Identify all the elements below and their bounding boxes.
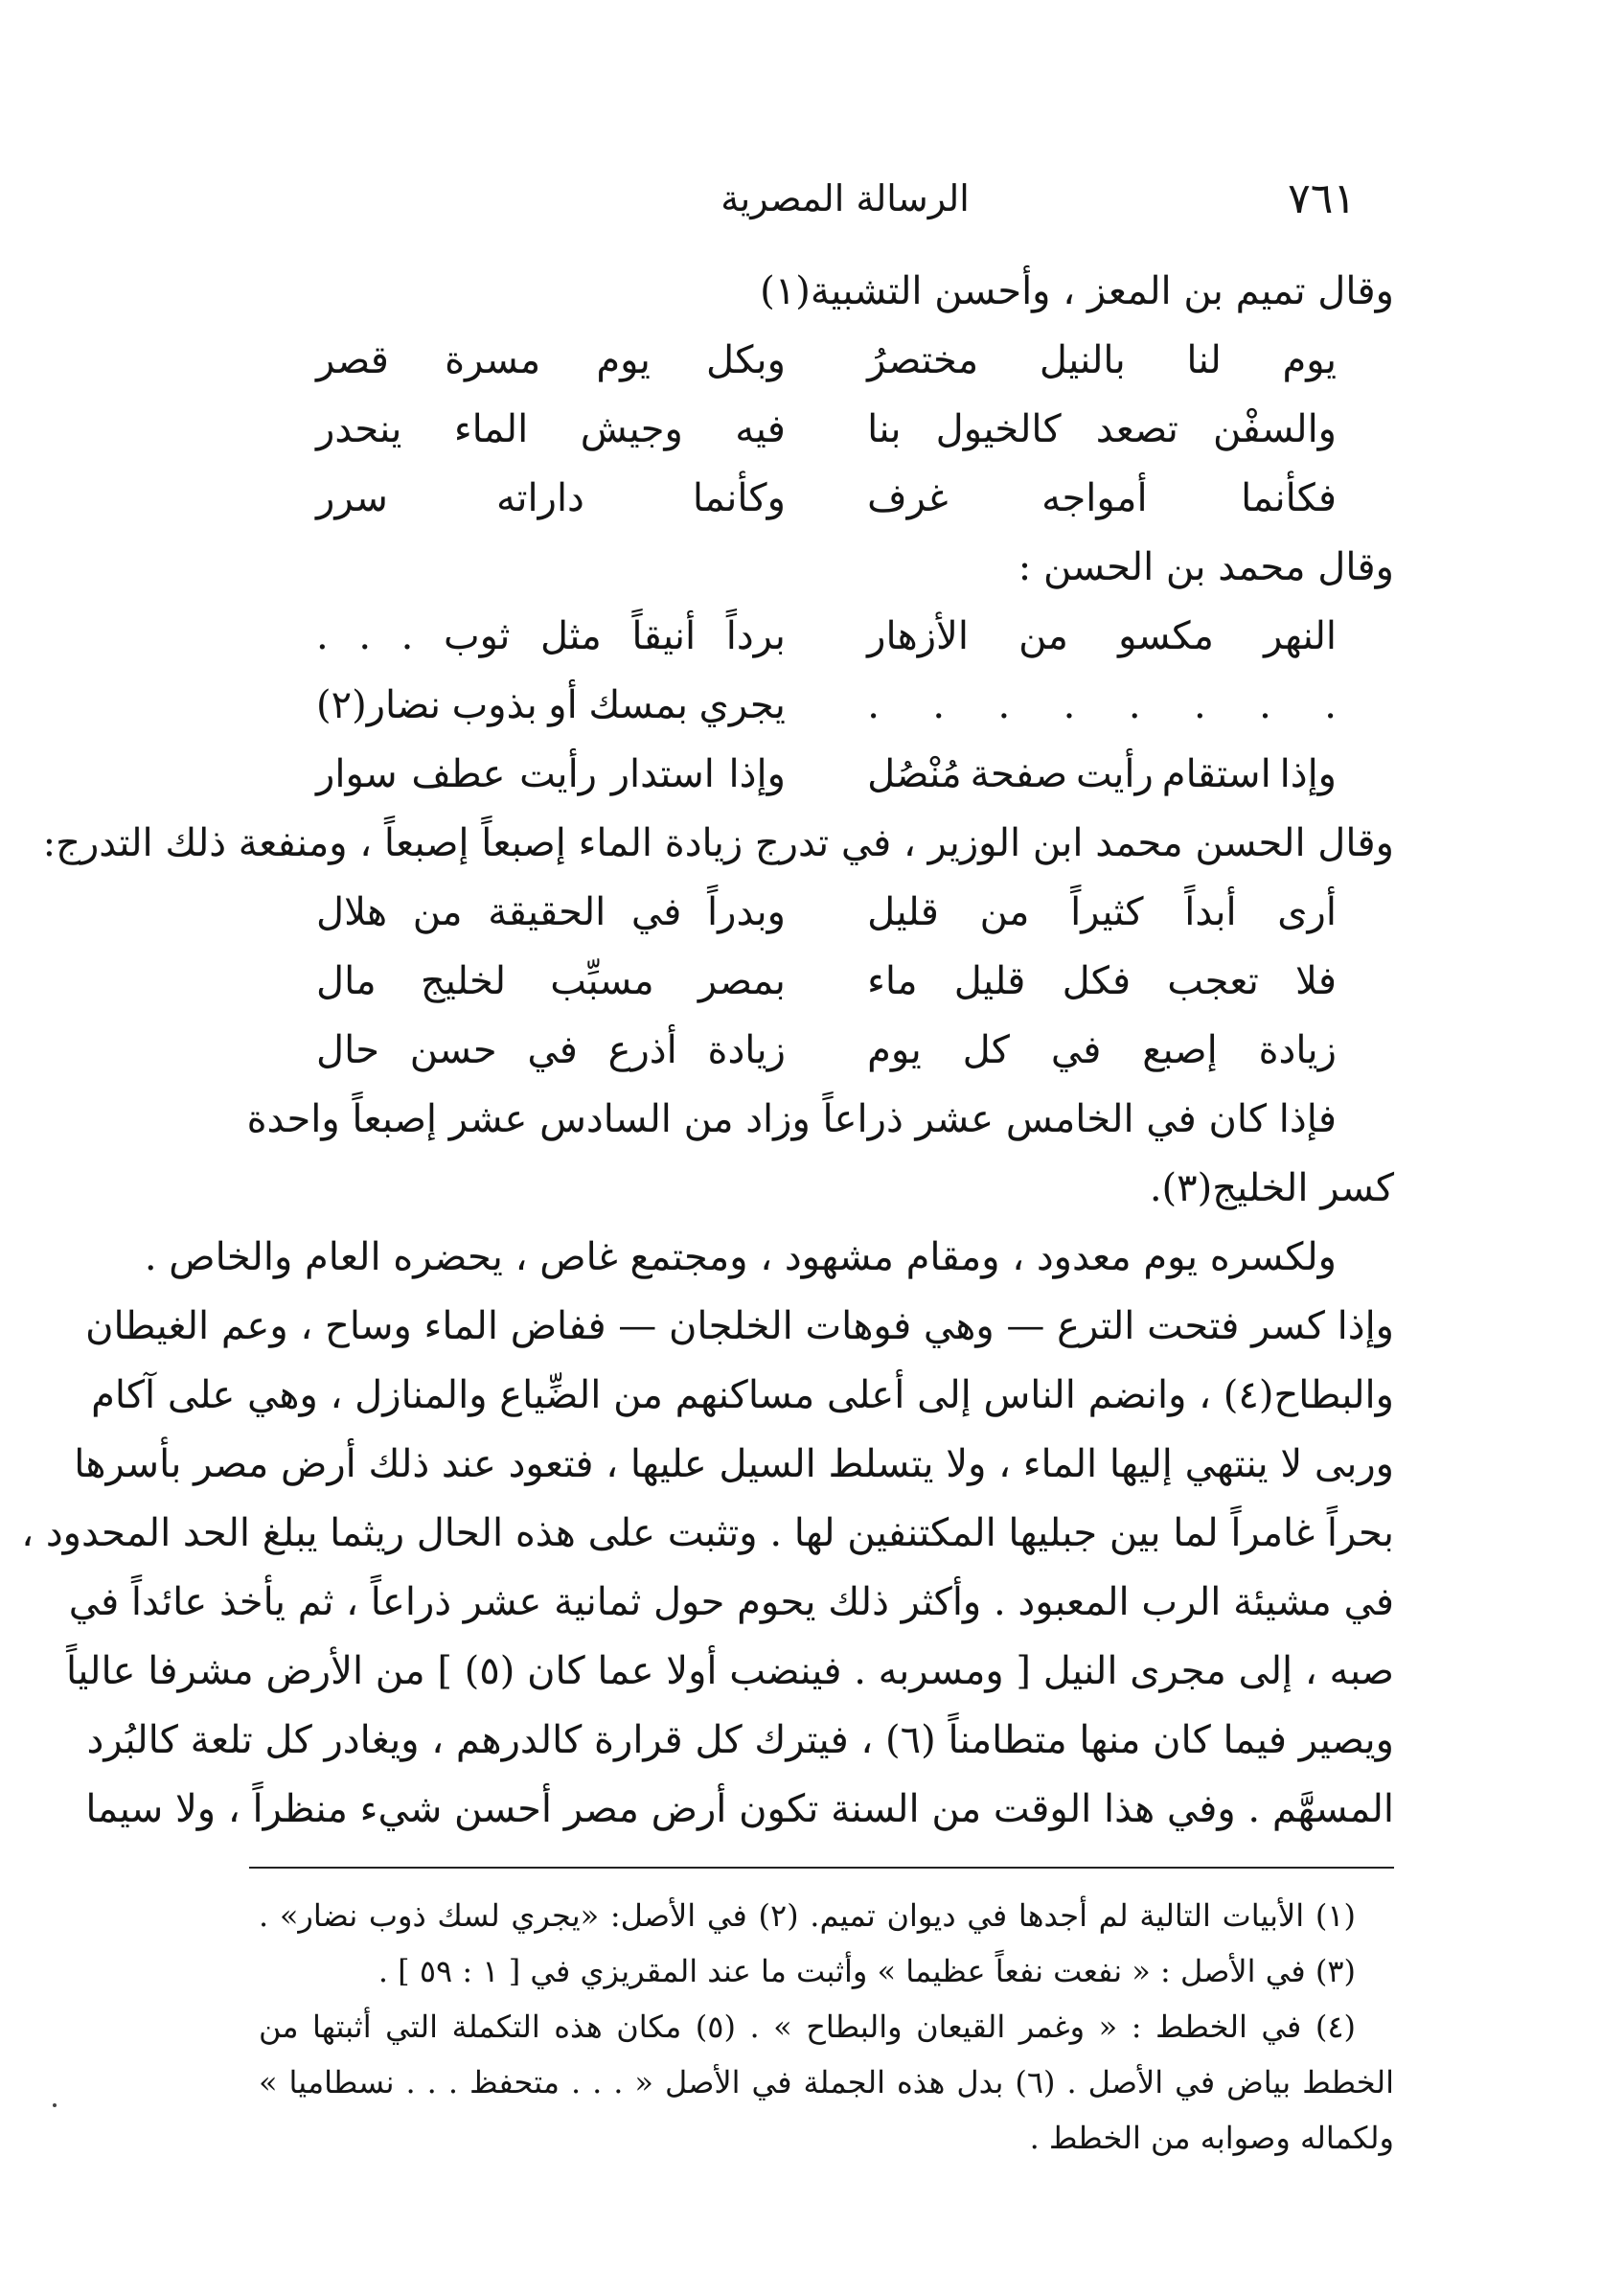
paragraph-line: صبه ، إلى مجرى النيل [ ومسربه . فينضب أولا عما كان (٥) ] من الأرض مشرفا عالياً (66, 1649, 1394, 1693)
verse-word: في (630, 890, 682, 934)
verse-word: أنيقاً (631, 614, 697, 658)
verse-word: تعجب (1167, 959, 1259, 1003)
verse-word: بالنيل (1039, 338, 1126, 382)
verse-word: استقام (1161, 752, 1271, 796)
verse-word: فلا (1295, 959, 1337, 1003)
verse-word: من (1018, 614, 1068, 658)
verse-word: . (358, 614, 372, 658)
verse-word: يوم (596, 338, 651, 382)
verse-word: رأيت (519, 752, 597, 796)
verse-word: بذوب (451, 683, 538, 727)
verse-word: . (997, 683, 1011, 727)
paragraph-line: كسر الخليج(٣). (1149, 1166, 1394, 1210)
verse-word: ماء (867, 959, 918, 1003)
verse-word: . (1063, 683, 1076, 727)
verse-word: داراته (495, 476, 584, 520)
verse-line (259, 740, 1394, 809)
verse-line (259, 1016, 1394, 1085)
verse-first-hemistich (867, 326, 1337, 395)
verse-first-hemistich (867, 464, 1337, 533)
verse-line (259, 947, 1394, 1016)
verse-word: . (932, 683, 946, 727)
verse-second-hemistich (316, 464, 786, 533)
verse-word: مُنْصُل (867, 752, 962, 796)
verse-word: . (1128, 683, 1141, 727)
verse-second-hemistich (316, 395, 786, 464)
verse-word: سرر (316, 476, 388, 520)
verse-word: مال (316, 959, 377, 1003)
verse-word: كل (962, 1028, 1010, 1072)
verse-word: وكأنما (692, 476, 786, 520)
footnote-line: (٤) في الخطط : « وغمر القيعان والبطاح » . (٥) مكان هذه التكملة التي أثبتها من (259, 2008, 1357, 2045)
verse-word: فكأنما (1241, 476, 1337, 520)
verse-word: قليل (867, 890, 939, 934)
footnote-line: الخطط بياض في الأصل . (٦) بدل هذه الجملة في الأصل « . . . متحفظ . . . نسطاميا » (259, 2064, 1395, 2100)
verse-second-hemistich (316, 602, 786, 671)
verse-word: استدار (610, 752, 715, 796)
footnote-line: ولكماله وصوابه من الخطط . (1029, 2120, 1394, 2156)
verse-line (259, 326, 1394, 395)
intro-line: وقال محمد بن الحسن : (1018, 545, 1394, 589)
verse-word: والسفْن (1213, 407, 1337, 451)
verse-word: وبدراً (707, 890, 786, 934)
verse-word: أرى (1277, 890, 1337, 934)
verse-word: مكسو (1118, 614, 1214, 658)
verse-word: الحقيقة (488, 890, 606, 934)
intro-line: وقال تميم بن المعز ، وأحسن التشبية(١) (760, 269, 1394, 313)
paragraph-line: فإذا كان في الخامس عشر ذراعاً وزاد من السادس عشر إصبعاً واحدة (246, 1097, 1337, 1141)
footnote-divider (249, 1867, 1394, 1869)
verse-word: مختصرُ (867, 338, 979, 382)
page-number: ٧٦١ (1288, 173, 1356, 223)
verse-word: صفحة (970, 752, 1068, 796)
verse-word: مثل (540, 614, 602, 658)
verse-word: قليل (953, 959, 1026, 1003)
verse-word: حال (316, 1028, 379, 1072)
verse-word: زيادة (1258, 1028, 1337, 1072)
verse-word: فكل (1062, 959, 1132, 1003)
verse-line (259, 602, 1394, 671)
verse-word: نضار(٢) (316, 683, 442, 727)
verse-word: مسرة (445, 338, 541, 382)
footnotes (259, 1888, 1394, 2166)
verse-word: النهر (1264, 614, 1337, 658)
verse-word: عطف (411, 752, 506, 796)
verse-word: تصعد (1095, 407, 1178, 451)
verse-word: يجري (698, 683, 786, 727)
verse-second-hemistich (316, 671, 786, 740)
verse-word: وإذا (1279, 752, 1337, 796)
paragraph-line: ويصير فيما كان منها متطامناً (٦) ، فيترك كل قرارة كالدرهم ، ويغادر كل تلعة كالبُرد (86, 1718, 1394, 1762)
verse-word: . (400, 614, 414, 658)
verse-word: وجيش (580, 407, 683, 451)
page-header (287, 165, 1356, 232)
verse-word: فيه (735, 407, 786, 451)
verse-word: يوم (867, 1028, 922, 1072)
verse-word: غرف (867, 476, 949, 520)
verse-word: حسن (409, 1028, 497, 1072)
verse-word: ينحدر (316, 407, 402, 451)
verse-word: الماء (453, 407, 529, 451)
verse-word: إصبع (1142, 1028, 1218, 1072)
verse-word: كالخيول (935, 407, 1062, 451)
verse-word: برداً (725, 614, 786, 658)
verse-second-hemistich (316, 1016, 786, 1085)
paragraph-line: المسهَّم . وفي هذا الوقت من السنة تكون أرض مصر أحسن شيء منظراً ، ولا سيما (85, 1787, 1394, 1831)
verse-word: الأزهار (867, 614, 969, 658)
verse-first-hemistich (867, 671, 1337, 740)
verse-word: من (979, 890, 1030, 934)
verse-word: في (1050, 1028, 1102, 1072)
verse-second-hemistich (316, 326, 786, 395)
verse-first-hemistich (867, 1016, 1337, 1085)
verse-word: . (1324, 683, 1337, 727)
footnote-line: (١) الأبيات التالية لم أجدها في ديوان تميم. (٢) في الأصل: «يجري لسك ذوب نضار» . (259, 1897, 1357, 1934)
verse-word: بنا (867, 407, 902, 451)
verse-second-hemistich (316, 947, 786, 1016)
verse-line (259, 878, 1394, 947)
verse-second-hemistich (316, 878, 786, 947)
verse-line (259, 671, 1394, 740)
verse-word: كثيراً (1070, 890, 1144, 934)
paragraph-line: وإذا كسر فتحت الترع — وهي فوهات الخلجان — ففاض الماء وساح ، وعم الغيطان (85, 1304, 1394, 1348)
verse-word: وإذا (728, 752, 786, 796)
verse-word: وبكل (706, 338, 786, 382)
verse-word: في (527, 1028, 578, 1072)
verse-first-hemistich (867, 602, 1337, 671)
paragraph-line: في مشيئة الرب المعبود . وأكثر ذلك يحوم حول ثمانية عشر ذراعاً ، ثم يأخذ عائداً في (68, 1580, 1394, 1624)
verse-word: سوار (316, 752, 398, 796)
verse-line (259, 395, 1394, 464)
verse-word: أبداً (1184, 890, 1237, 934)
verse-word: هلال (316, 890, 388, 934)
verse-word: . (867, 683, 880, 727)
verse-word: ثوب (443, 614, 511, 658)
verse-first-hemistich (867, 395, 1337, 464)
verse-word: مسبِّب (550, 959, 654, 1003)
main-text (21, 257, 1394, 1844)
verse-line (259, 464, 1394, 533)
verse-word: يوم (1282, 338, 1337, 382)
verse-word: أو (548, 683, 578, 727)
verse-word: لنا (1186, 338, 1222, 382)
verse-word: رأيت (1076, 752, 1154, 796)
verse-word: زيادة (707, 1028, 786, 1072)
verse-word: لخليج (420, 959, 507, 1003)
verse-first-hemistich (867, 947, 1337, 1016)
paragraph-line: والبطاح(٤) ، وانضم الناس إلى أعلى مساكنهم من الضِّياع والمنازل ، وهي على آكام (91, 1373, 1394, 1417)
intro-line: وقال الحسن محمد ابن الوزير ، في تدرج زيادة الماء إصبعاً إصبعاً ، ومنفعة ذلك التدرج: (42, 821, 1394, 865)
footnote-line: (٣) في الأصل : « نفعت نفعاً عظيما » وأثبت ما عند المقريزي في [ ١ : ٥٩ ] . (377, 1953, 1356, 1989)
verse-word: . (1193, 683, 1206, 727)
paragraph-line: ولكسره يوم معدود ، ومقام مشهود ، ومجتمع غاص ، يحضره العام والخاص . (144, 1235, 1337, 1279)
verse-word: بمصر (698, 959, 786, 1003)
paragraph-line: بحراً غامراً لما بين جبليها المكتنفين لها . وتثبت على هذه الحال ريثما يبلغ الحد المحدود ، (21, 1511, 1394, 1555)
verse-word: . (1259, 683, 1271, 727)
verse-word: قصر (316, 338, 389, 382)
verse-word: أمواجه (1041, 476, 1148, 520)
running-title: الرسالة المصرية (721, 177, 970, 219)
verse-word: . (316, 614, 329, 658)
verse-second-hemistich (316, 740, 786, 809)
verse-first-hemistich (867, 878, 1337, 947)
scan-speck (53, 2103, 57, 2107)
verse-word: من (412, 890, 463, 934)
verse-word: بمسك (588, 683, 688, 727)
paragraph-line: وربى لا ينتهي إليها الماء ، ولا يتسلط السيل عليها ، فتعود عند ذلك أرض مصر بأسرها (74, 1442, 1394, 1486)
verse-first-hemistich (867, 740, 1337, 809)
verse-word: أذرع (607, 1028, 677, 1072)
